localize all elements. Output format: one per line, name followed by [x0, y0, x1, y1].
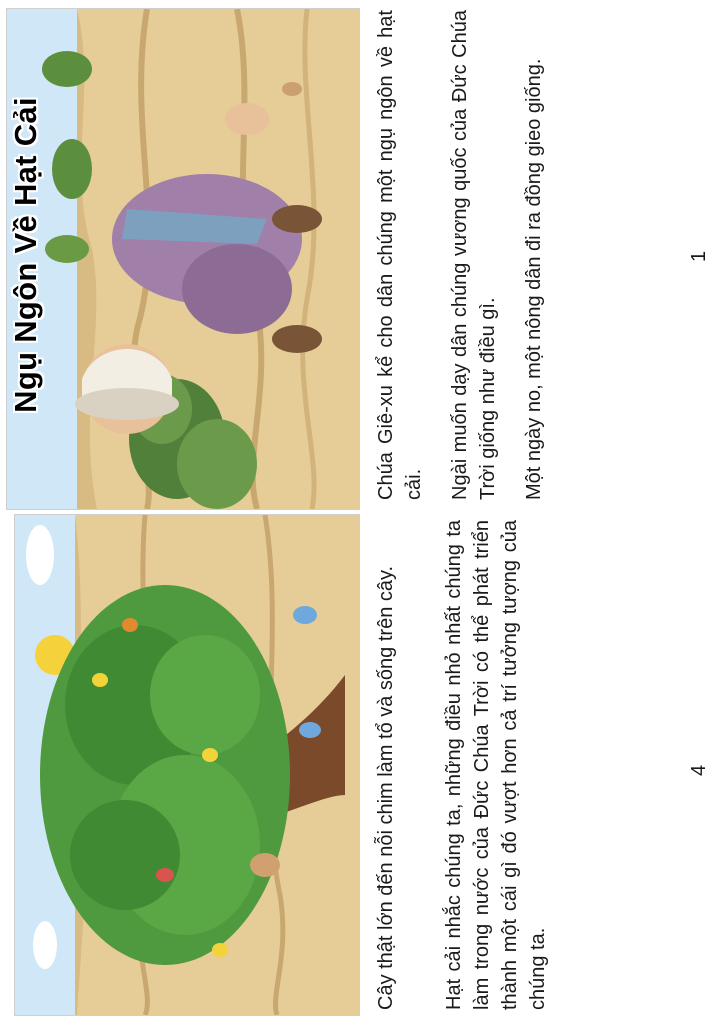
paragraph: Ngài muốn dạy dân chúng vương quốc của Đức Chúa Trời giống như điều gì. — [449, 10, 499, 500]
page-title: Ngụ Ngôn Về Hạt Cải — [8, 97, 43, 413]
farmer-illustration — [6, 8, 360, 510]
paragraph: Chúa Giê-xu kể cho dân chúng một ngụ ngôn về hạt cải. — [375, 10, 425, 500]
left-page-text — [372, 520, 692, 1010]
tree-illustration — [14, 514, 360, 1016]
paragraph: Hạt cải nhắc chúng ta, những điều nhỏ nhất chúng ta làm trong nước của Đức Chúa Trời có thể phát triển thành một cái gì đó vượt hơn cả trí tưởng tượng của chúng ta. — [443, 520, 549, 1010]
right-page-text — [372, 10, 692, 500]
page-number: 4 — [688, 764, 710, 776]
paragraph: Một ngày no, một nông dân đi ra đồng gieo giống. — [523, 58, 545, 500]
page-number: 1 — [688, 250, 710, 262]
paragraph: Cây thật lớn đến nỗi chim làm tổ và sống trên cây. — [375, 565, 397, 1010]
